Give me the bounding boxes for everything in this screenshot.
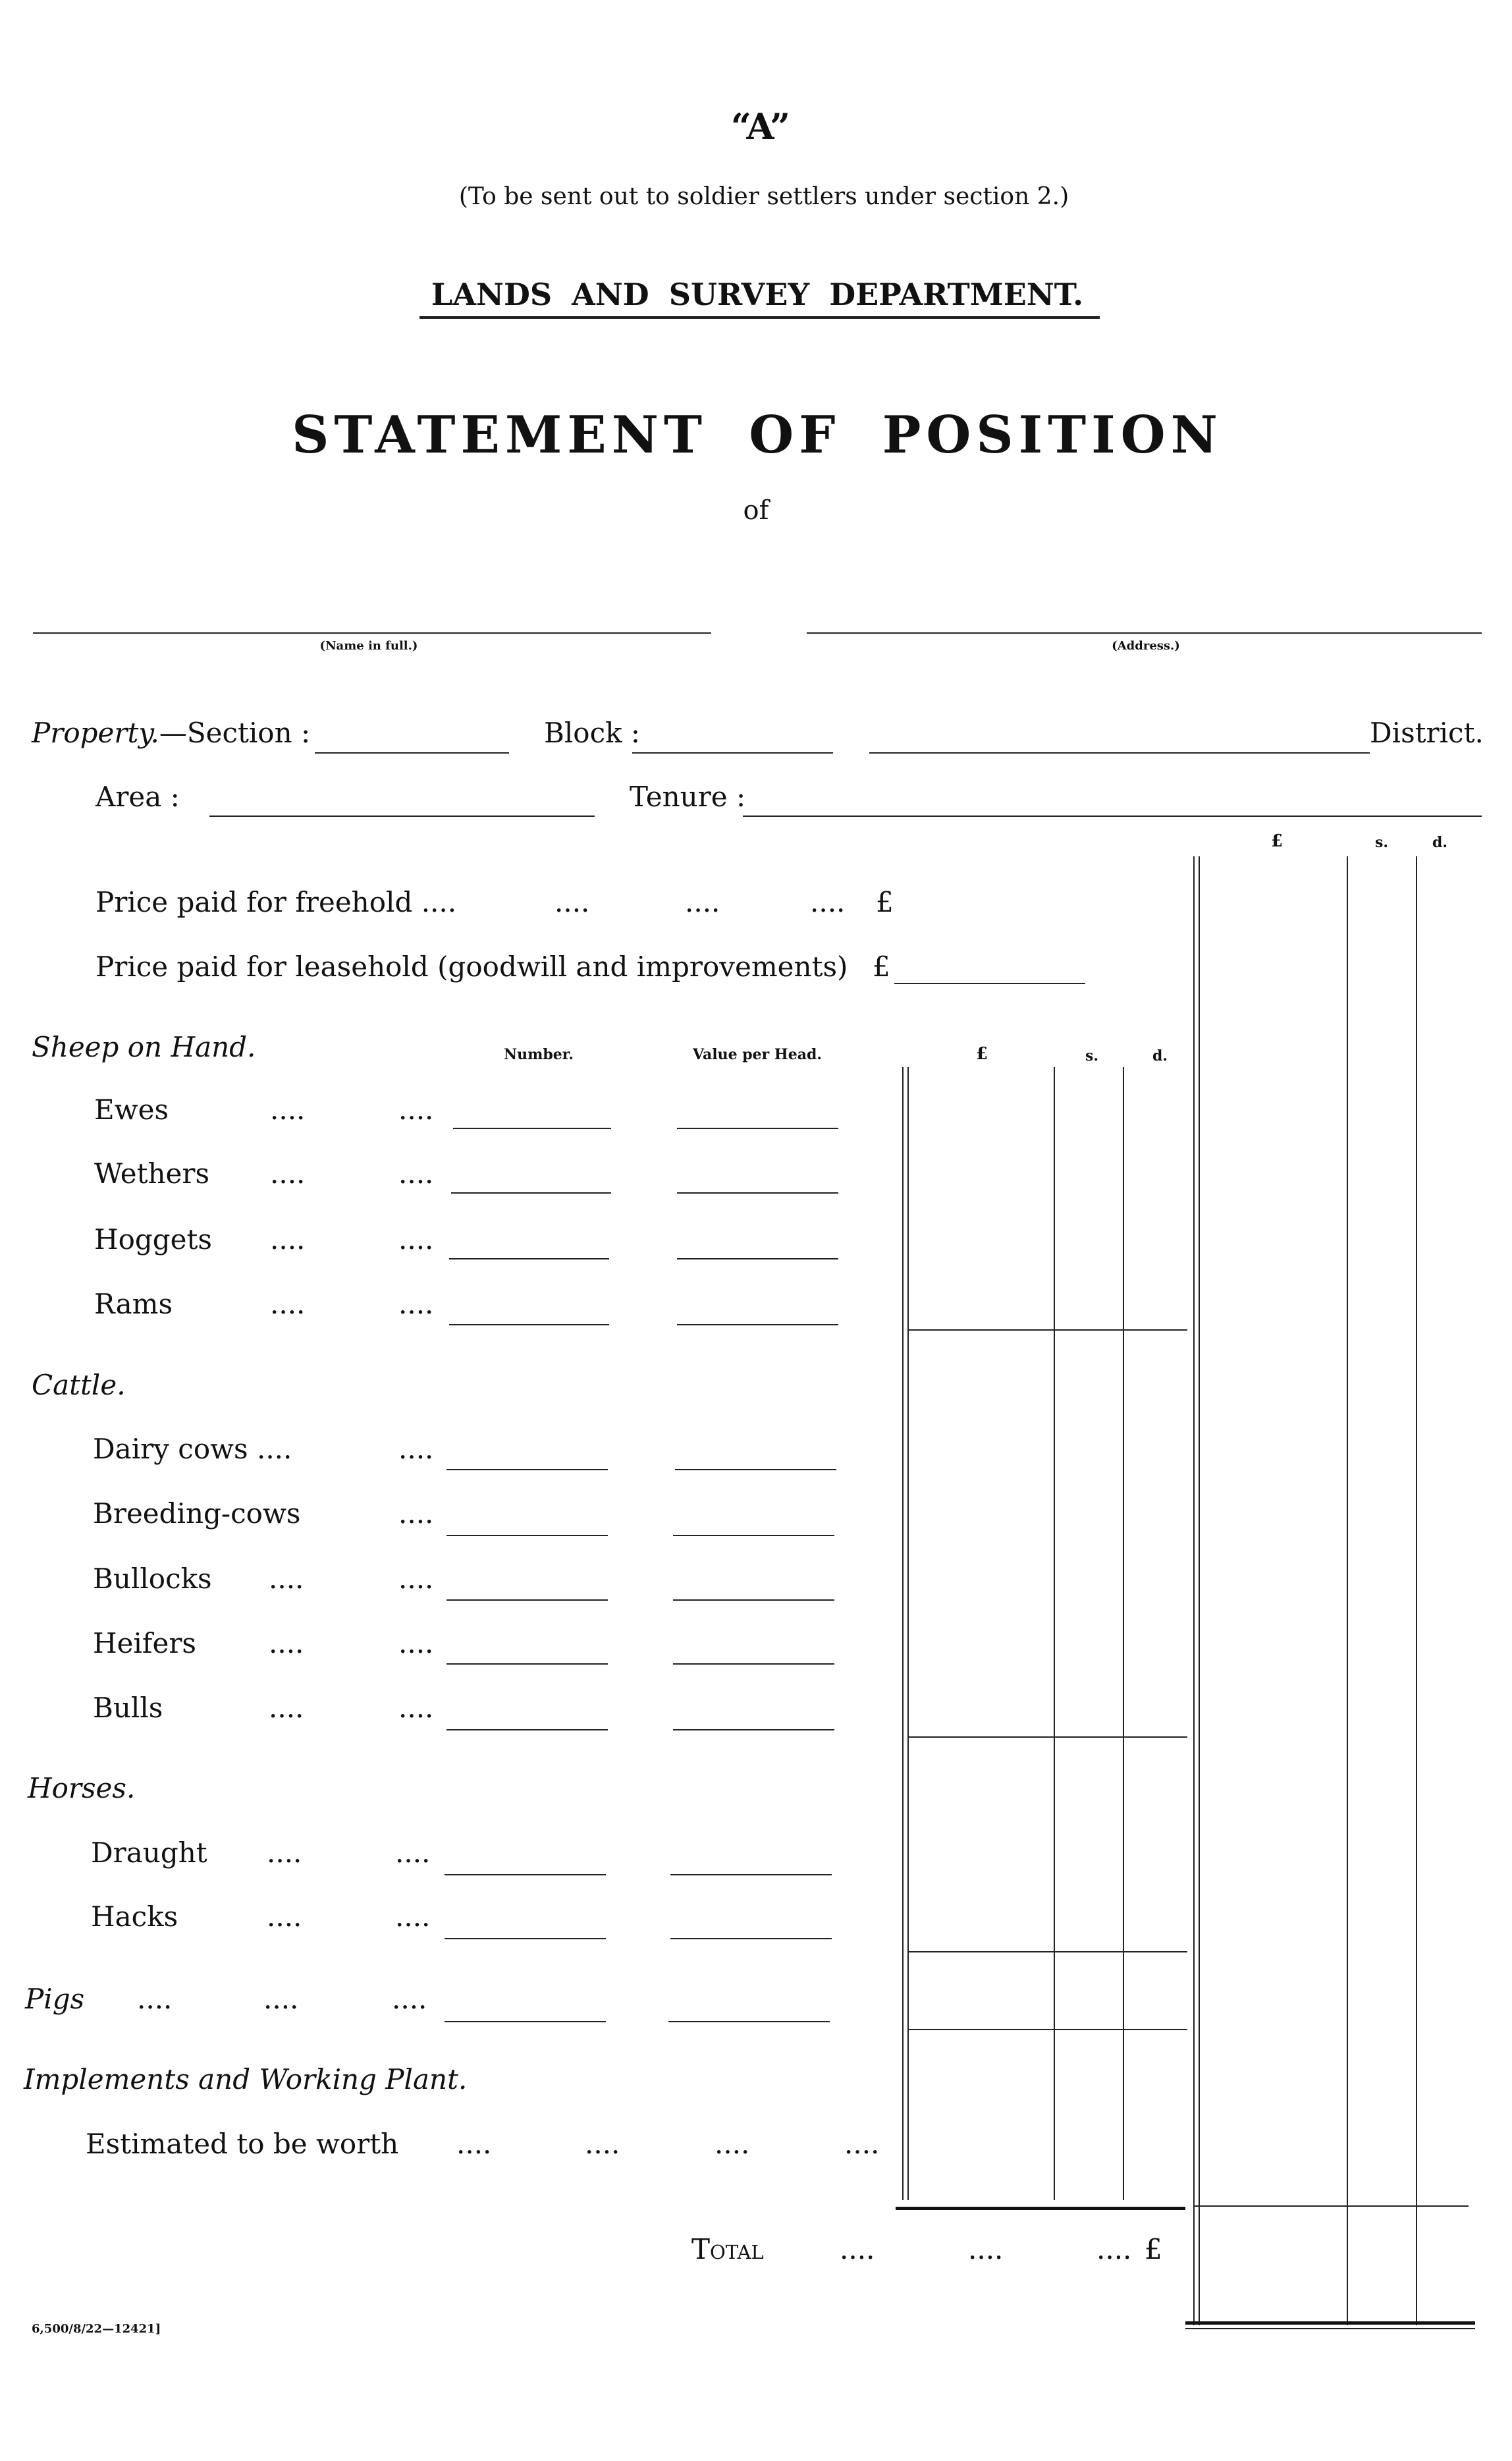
freehold-dots: .... xyxy=(685,886,720,918)
dairy-cows-number-field[interactable] xyxy=(446,1469,608,1470)
inner-col-rule xyxy=(1123,1067,1124,2200)
sheep-row-dots: .... xyxy=(270,1093,306,1126)
draught-value-field[interactable] xyxy=(670,1874,832,1875)
pigs-dots: .... xyxy=(137,1983,173,2015)
block-label: Block : xyxy=(544,717,641,749)
implements-dots: .... xyxy=(844,2128,880,2160)
draught-number-field[interactable] xyxy=(445,1874,606,1875)
horses-subtotal-rule xyxy=(907,1951,1187,1952)
pigs-dots: .... xyxy=(263,1983,299,2015)
title-of: of xyxy=(743,495,769,526)
total-currency: £ xyxy=(1145,2233,1162,2265)
sheep-subtotal-rule xyxy=(907,1329,1187,1331)
sheep-row-dots: .... xyxy=(270,1223,306,1256)
inner-pounds-header: £ xyxy=(976,1044,988,1064)
area-field[interactable] xyxy=(209,816,595,817)
freehold-currency: £ xyxy=(876,886,894,918)
pigs-dots: .... xyxy=(392,1983,427,2015)
bullocks-number-field[interactable] xyxy=(446,1599,608,1601)
right-col-rule xyxy=(1199,856,1200,2325)
cattle-row-dots: .... xyxy=(269,1562,304,1595)
right-total-rule xyxy=(1193,2205,1469,2207)
bullocks-value-field[interactable] xyxy=(673,1599,834,1601)
print-code: 6,500/8/22—12421] xyxy=(32,2322,161,2336)
hoggets-number-field[interactable] xyxy=(449,1258,609,1259)
sheep-row-dots: .... xyxy=(398,1157,434,1190)
cattle-row-dots: .... xyxy=(398,1627,434,1659)
page-title: STATEMENT OF POSITION xyxy=(292,405,1223,465)
right-shillings-header: s. xyxy=(1375,834,1389,851)
right-total-double-rule xyxy=(1185,2321,1475,2325)
schedule-letter: “A” xyxy=(730,105,791,148)
sheep-row-label: Wethers xyxy=(94,1157,210,1190)
hacks-number-field[interactable] xyxy=(445,1938,606,1939)
hacks-value-field[interactable] xyxy=(670,1938,832,1939)
right-col-rule xyxy=(1347,856,1348,2325)
area-label: Area : xyxy=(95,781,180,813)
sheep-row-label: Rams xyxy=(94,1288,173,1320)
total-dots: .... xyxy=(968,2233,1004,2265)
dairy-cows-value-field[interactable] xyxy=(675,1469,836,1470)
freehold-dots: .... xyxy=(810,886,846,918)
right-col-rule xyxy=(1416,856,1417,2325)
horses-row-dots: .... xyxy=(395,1837,431,1869)
property-line xyxy=(32,717,310,749)
wethers-number-field[interactable] xyxy=(451,1192,611,1194)
bulls-value-field[interactable] xyxy=(673,1729,834,1730)
block-field[interactable] xyxy=(632,752,833,754)
cattle-row-dots: .... xyxy=(269,1627,304,1659)
inner-shillings-header: s. xyxy=(1085,1047,1099,1065)
sheep-row-dots: .... xyxy=(398,1288,434,1320)
total-label: Total xyxy=(691,2233,764,2265)
name-line xyxy=(33,632,711,634)
value-per-head-column-header: Value per Head. xyxy=(692,1046,823,1063)
ewes-value-field[interactable] xyxy=(677,1128,838,1129)
leasehold-field[interactable] xyxy=(894,983,1085,984)
heifers-value-field[interactable] xyxy=(673,1663,834,1665)
cattle-row-label: Heifers xyxy=(93,1627,196,1659)
address-line xyxy=(807,632,1482,634)
right-col-rule xyxy=(1193,856,1195,2325)
horses-row-dots: .... xyxy=(267,1900,302,1933)
ewes-number-field[interactable] xyxy=(453,1128,611,1129)
rams-number-field[interactable] xyxy=(449,1324,609,1325)
sheep-row-dots: .... xyxy=(398,1093,434,1126)
breeding-cows-value-field[interactable] xyxy=(673,1535,834,1536)
sheep-row-dots: .... xyxy=(270,1288,306,1320)
pigs-number-field[interactable] xyxy=(445,2021,606,2022)
sheep-heading: Sheep on Hand. xyxy=(32,1031,256,1063)
header-note: (To be sent out to soldier settlers under section 2.) xyxy=(458,183,1069,210)
cattle-subtotal-rule xyxy=(907,1736,1187,1738)
right-pounds-header: £ xyxy=(1271,831,1283,851)
horses-row-dots: .... xyxy=(267,1837,302,1869)
implements-dots: .... xyxy=(715,2128,750,2160)
inner-col-rule xyxy=(1054,1067,1055,2200)
sheep-row-label: Ewes xyxy=(94,1093,169,1126)
inner-col-rule xyxy=(902,1067,904,2200)
leasehold-label: Price paid for leasehold (goodwill and improvements) xyxy=(95,951,848,983)
implements-dots: .... xyxy=(456,2128,492,2160)
horses-row-label: Hacks xyxy=(91,1900,178,1933)
total-dots: .... xyxy=(840,2233,875,2265)
breeding-cows-number-field[interactable] xyxy=(446,1535,608,1536)
tenure-label: Tenure : xyxy=(630,781,746,813)
leasehold-currency: £ xyxy=(873,951,890,983)
tenure-field[interactable] xyxy=(743,816,1482,817)
address-caption: (Address.) xyxy=(1112,639,1180,653)
sheep-row-dots: .... xyxy=(398,1223,434,1256)
name-caption: (Name in full.) xyxy=(319,639,418,653)
cattle-row-label: Breeding-cows xyxy=(93,1497,301,1530)
department-underline xyxy=(419,316,1100,319)
property-label: Property. xyxy=(32,717,159,749)
pigs-subtotal-rule xyxy=(907,2029,1187,2030)
inner-pence-header: d. xyxy=(1152,1047,1168,1065)
implements-estimated-label: Estimated to be worth xyxy=(86,2128,399,2160)
pigs-heading: Pigs xyxy=(25,1983,85,2015)
district-label: District. xyxy=(1370,717,1484,749)
freehold-label: Price paid for freehold .... xyxy=(95,886,457,918)
implements-heading: Implements and Working Plant. xyxy=(24,2063,468,2095)
rams-value-field[interactable] xyxy=(677,1324,838,1325)
right-total-double-rule xyxy=(1185,2328,1475,2329)
bulls-number-field[interactable] xyxy=(446,1729,608,1730)
right-pence-header: d. xyxy=(1432,834,1448,851)
implements-dots: .... xyxy=(585,2128,620,2160)
cattle-row-label: Bullocks xyxy=(93,1562,212,1595)
section-field[interactable] xyxy=(315,752,509,754)
section-label: —Section : xyxy=(159,717,311,749)
cattle-heading: Cattle. xyxy=(32,1369,126,1401)
horses-heading: Horses. xyxy=(28,1772,136,1804)
freehold-dots: .... xyxy=(554,886,590,918)
wethers-value-field[interactable] xyxy=(677,1192,838,1194)
pigs-value-field[interactable] xyxy=(668,2021,830,2022)
inner-total-rule xyxy=(896,2207,1185,2210)
cattle-row-dots: .... xyxy=(398,1692,434,1724)
sheep-row-dots: .... xyxy=(270,1157,306,1190)
cattle-row-dots: .... xyxy=(398,1562,434,1595)
cattle-row-label: Dairy cows .... xyxy=(93,1433,292,1465)
district-field[interactable] xyxy=(869,752,1370,754)
cattle-row-dots: .... xyxy=(398,1497,434,1530)
total-dots: .... xyxy=(1096,2233,1132,2265)
cattle-row-label: Bulls xyxy=(93,1692,163,1724)
cattle-row-dots: .... xyxy=(269,1692,304,1724)
horses-row-dots: .... xyxy=(395,1900,431,1933)
sheep-row-label: Hoggets xyxy=(94,1223,212,1256)
heifers-number-field[interactable] xyxy=(446,1663,608,1665)
department-name: LANDS AND SURVEY DEPARTMENT. xyxy=(431,277,1084,312)
inner-col-rule xyxy=(907,1067,909,2200)
hoggets-value-field[interactable] xyxy=(677,1258,838,1259)
number-column-header: Number. xyxy=(504,1046,574,1063)
horses-row-label: Draught xyxy=(91,1837,207,1869)
cattle-row-dots: .... xyxy=(398,1433,434,1465)
